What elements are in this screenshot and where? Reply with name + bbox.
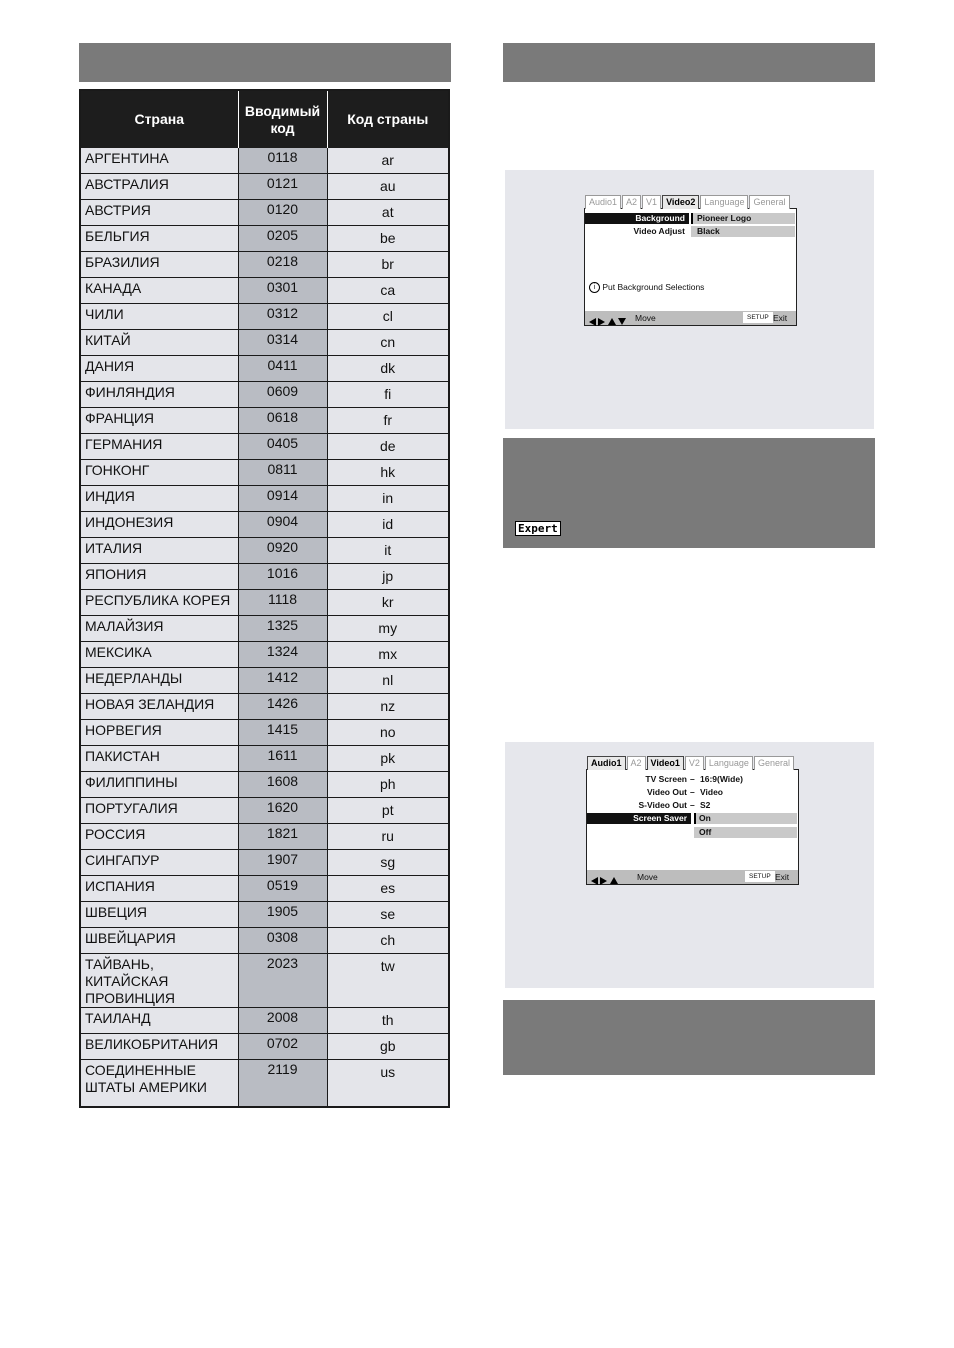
osd-tab[interactable]: Video1 [647, 756, 684, 770]
cell-code: 1324 [238, 642, 327, 668]
table-row [80, 304, 449, 330]
cell-cc: cn [327, 330, 449, 356]
nav-arrows-icon [591, 873, 618, 887]
cell-country: АРГЕНТИНА [80, 148, 238, 174]
cell-code: 0312 [238, 304, 327, 330]
cell-code: 0609 [238, 382, 327, 408]
cell-cc: at [327, 200, 449, 226]
table-row [80, 902, 449, 928]
table-row [80, 928, 449, 954]
cell-code: 0618 [238, 408, 327, 434]
cell-country: ЯПОНИЯ [80, 564, 238, 590]
cell-country: РОССИЯ [80, 824, 238, 850]
table-row [80, 798, 449, 824]
cell-country: ИНДОНЕЗИЯ [80, 512, 238, 538]
cell-code: 0218 [238, 252, 327, 278]
osd-tab-bar [587, 756, 795, 770]
cell-cc: kr [327, 590, 449, 616]
cell-country: ФРАНЦИЯ [80, 408, 238, 434]
osd-menu-value[interactable]: Pioneer Logo [691, 213, 795, 224]
cell-code: 1905 [238, 902, 327, 928]
cell-code: 1907 [238, 850, 327, 876]
cell-country: ШВЕЙЦАРИЯ [80, 928, 238, 954]
cell-country: НОВАЯ ЗЕЛАНДИЯ [80, 694, 238, 720]
table-row [80, 278, 449, 304]
cell-cc: pt [327, 798, 449, 824]
header-country-code: Код страны [327, 90, 449, 148]
osd-footer [587, 870, 798, 884]
cell-cc: fi [327, 382, 449, 408]
osd-tab[interactable]: General [754, 756, 794, 770]
osd-menu-value[interactable]: On [694, 813, 797, 824]
table-row [80, 668, 449, 694]
osd-menu-value[interactable]: S2 [700, 800, 711, 810]
osd-info-line [589, 282, 704, 293]
cell-code: 1821 [238, 824, 327, 850]
table-row [80, 772, 449, 798]
cell-cc: pk [327, 746, 449, 772]
cell-country: БРАЗИЛИЯ [80, 252, 238, 278]
cell-cc: ca [327, 278, 449, 304]
footer-exit-label: Exit [775, 872, 790, 882]
osd-tab[interactable]: V2 [685, 756, 704, 770]
cell-code: 1426 [238, 694, 327, 720]
cell-cc: be [327, 226, 449, 252]
cell-code: 0811 [238, 460, 327, 486]
footer-move-label: Move [635, 313, 656, 323]
setup-button-icon: SETUP [743, 312, 773, 323]
osd-menu-value[interactable]: 16:9(Wide) [700, 774, 743, 784]
table-row [80, 1034, 449, 1060]
table-row [80, 824, 449, 850]
osd-tab[interactable]: Language [700, 195, 748, 209]
osd-menu-item[interactable]: TV Screen [645, 774, 687, 784]
cell-code: 0308 [238, 928, 327, 954]
cell-code: 1608 [238, 772, 327, 798]
nav-arrows-icon [589, 314, 626, 328]
table-row [80, 512, 449, 538]
osd-tab[interactable]: V1 [642, 195, 661, 209]
cell-country: ТАИЛАНД [80, 1008, 238, 1034]
table-row [80, 330, 449, 356]
osd-tab[interactable]: General [749, 195, 789, 209]
cell-code: 0411 [238, 356, 327, 382]
cell-cc: cl [327, 304, 449, 330]
table-row [80, 434, 449, 460]
cell-country: БЕЛЬГИЯ [80, 226, 238, 252]
cell-code: 1118 [238, 590, 327, 616]
osd-menu-item[interactable]: S-Video Out [638, 800, 687, 810]
screenshot-panel-video2 [505, 170, 874, 429]
expert-badge: Expert [515, 521, 561, 536]
right-header-bar [503, 43, 875, 82]
table-row [80, 538, 449, 564]
cell-country: ИСПАНИЯ [80, 876, 238, 902]
table-row [80, 200, 449, 226]
osd-menu-value[interactable]: Black [691, 226, 795, 237]
cell-cc: sg [327, 850, 449, 876]
cell-country: МЕКСИКА [80, 642, 238, 668]
cell-cc: th [327, 1008, 449, 1034]
cell-code: 0301 [238, 278, 327, 304]
cell-country: НОРВЕГИЯ [80, 720, 238, 746]
cell-cc: mx [327, 642, 449, 668]
footer-exit-label: Exit [773, 313, 788, 323]
table-row [80, 1060, 449, 1108]
cell-cc: ch [327, 928, 449, 954]
cell-code: 0920 [238, 538, 327, 564]
table-row [80, 850, 449, 876]
cell-country: НЕДЕРЛАНДЫ [80, 668, 238, 694]
osd-video2-menu [584, 197, 797, 326]
osd-tab[interactable]: Video2 [662, 195, 699, 209]
cell-cc: de [327, 434, 449, 460]
table-row [80, 1008, 449, 1034]
cell-code: 0405 [238, 434, 327, 460]
osd-tab-bar [585, 195, 791, 209]
table-row [80, 460, 449, 486]
cell-cc: ru [327, 824, 449, 850]
cell-country: ТАЙВАНЬ, КИТАЙСКАЯ ПРОВИНЦИЯ [80, 954, 238, 1008]
table-row [80, 356, 449, 382]
osd-tab[interactable]: Audio1 [587, 756, 626, 770]
cell-code: 1415 [238, 720, 327, 746]
table-row [80, 642, 449, 668]
cell-code: 0914 [238, 486, 327, 512]
osd-tab[interactable]: A2 [622, 195, 641, 209]
cell-country: СИНГАПУР [80, 850, 238, 876]
cell-country: РЕСПУБЛИКА КОРЕЯ [80, 590, 238, 616]
osd-tab[interactable]: A2 [627, 756, 646, 770]
table-row [80, 876, 449, 902]
osd-video1-menu [586, 758, 799, 885]
osd-menu-item[interactable]: Background [585, 213, 689, 224]
cell-cc: nz [327, 694, 449, 720]
cell-code: 2023 [238, 954, 327, 1008]
cell-code: 0314 [238, 330, 327, 356]
table-row [80, 486, 449, 512]
cell-country: МАЛАЙЗИЯ [80, 616, 238, 642]
osd-separator: – [690, 800, 695, 810]
table-row [80, 720, 449, 746]
cell-country: ЧИЛИ [80, 304, 238, 330]
cell-cc: ar [327, 148, 449, 174]
osd-tab[interactable]: Audio1 [585, 195, 621, 209]
cell-cc: it [327, 538, 449, 564]
cell-code: 2008 [238, 1008, 327, 1034]
cell-cc: gb [327, 1034, 449, 1060]
left-header-bar [79, 43, 451, 82]
cell-cc: au [327, 174, 449, 200]
cell-country: ФИНЛЯНДИЯ [80, 382, 238, 408]
country-code-table [79, 89, 450, 1108]
table-row [80, 746, 449, 772]
table-row [80, 694, 449, 720]
cell-country: СОЕДИНЕННЫЕ ШТАТЫ АМЕРИКИ [80, 1060, 238, 1108]
cell-code: 0519 [238, 876, 327, 902]
cell-country: ВЕЛИКОБРИТАНИЯ [80, 1034, 238, 1060]
cell-code: 1325 [238, 616, 327, 642]
table-row [80, 148, 449, 174]
cell-cc: se [327, 902, 449, 928]
cell-country: АВСТРАЛИЯ [80, 174, 238, 200]
cell-country: ИТАЛИЯ [80, 538, 238, 564]
cell-code: 1620 [238, 798, 327, 824]
cell-code: 0702 [238, 1034, 327, 1060]
table-row [80, 382, 449, 408]
expert-note-bar [503, 438, 875, 548]
cell-country: ДАНИЯ [80, 356, 238, 382]
osd-separator: – [690, 774, 695, 784]
cell-country: ПАКИСТАН [80, 746, 238, 772]
osd-menu-item[interactable]: Video Adjust [633, 226, 685, 236]
cell-country: КАНАДА [80, 278, 238, 304]
info-icon: i [589, 282, 600, 293]
table-row [80, 954, 449, 1008]
cell-code: 0121 [238, 174, 327, 200]
cell-code: 0205 [238, 226, 327, 252]
cell-country: ГОНКОНГ [80, 460, 238, 486]
osd-menu-item[interactable]: Video Out [647, 787, 687, 797]
osd-footer [585, 311, 796, 325]
header-input-code: Вводимый код [238, 90, 327, 148]
screenshot-panel-video1 [505, 742, 874, 988]
cell-code: 1611 [238, 746, 327, 772]
table-row [80, 252, 449, 278]
cell-cc: hk [327, 460, 449, 486]
osd-info-text: Put Background Selections [602, 282, 705, 292]
cell-country: ПОРТУГАЛИЯ [80, 798, 238, 824]
cell-country: ШВЕЦИЯ [80, 902, 238, 928]
cell-code: 0120 [238, 200, 327, 226]
cell-cc: my [327, 616, 449, 642]
footer-move-label: Move [637, 872, 658, 882]
osd-menu-item[interactable]: Screen Saver [587, 813, 691, 824]
bottom-right-bar [503, 1000, 875, 1075]
cell-country: КИТАЙ [80, 330, 238, 356]
cell-cc: nl [327, 668, 449, 694]
cell-cc: us [327, 1060, 449, 1108]
cell-cc: dk [327, 356, 449, 382]
cell-country: ИНДИЯ [80, 486, 238, 512]
cell-country: АВСТРИЯ [80, 200, 238, 226]
cell-code: 1016 [238, 564, 327, 590]
cell-cc: id [327, 512, 449, 538]
cell-cc: in [327, 486, 449, 512]
header-country: Страна [80, 90, 238, 148]
osd-menu-value[interactable]: Video [700, 787, 723, 797]
table-row [80, 616, 449, 642]
cell-code: 1412 [238, 668, 327, 694]
cell-country: ГЕРМАНИЯ [80, 434, 238, 460]
osd-tab[interactable]: Language [705, 756, 753, 770]
cell-cc: ph [327, 772, 449, 798]
cell-code: 2119 [238, 1060, 327, 1108]
cell-country: ФИЛИППИНЫ [80, 772, 238, 798]
table-row [80, 564, 449, 590]
cell-cc: jp [327, 564, 449, 590]
setup-button-icon: SETUP [745, 871, 775, 882]
table-row [80, 408, 449, 434]
table-row [80, 174, 449, 200]
cell-code: 0904 [238, 512, 327, 538]
cell-cc: no [327, 720, 449, 746]
screen-saver-option-off[interactable]: Off [694, 827, 797, 838]
cell-cc: tw [327, 954, 449, 1008]
osd-separator: – [690, 787, 695, 797]
cell-cc: fr [327, 408, 449, 434]
table-row [80, 226, 449, 252]
table-row [80, 590, 449, 616]
cell-cc: br [327, 252, 449, 278]
cell-code: 0118 [238, 148, 327, 174]
cell-cc: es [327, 876, 449, 902]
